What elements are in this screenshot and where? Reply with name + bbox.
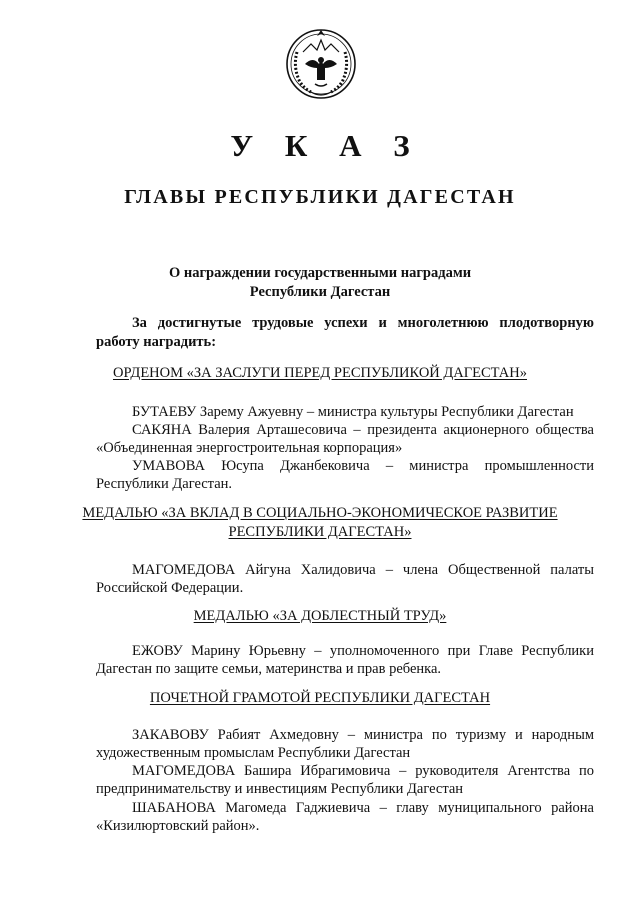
section-title [0,689,640,708]
award-entry: БУТАЕВУ Зарему Ажуевну – министра культуры Республики Дагестан [132,404,574,420]
section-title [0,364,640,383]
award-entry: ЕЖОВУ Марину Юрьевну – уполномоченного при Главе Республики Дагестан по защите семьи, материнства и прав ребенка. [96,643,594,677]
section-title-line: МЕДАЛЬЮ «ЗА ВКЛАД В СОЦИАЛЬНО-ЭКОНОМИЧЕСКОЕ РАЗВИТИЕ [82,505,558,521]
decree-heading [0,264,640,302]
section-title-line: МЕДАЛЬЮ «ЗА ДОБЛЕСТНЫЙ ТРУД» [193,608,447,624]
award-entry: МАГОМЕДОВА Башира Ибрагимовича – руководителя Агентства по предпринимательству и инвестициям Республики Дагестан [96,763,594,797]
section-title-line: ПОЧЕТНОЙ ГРАМОТОЙ РЕСПУБЛИКИ ДАГЕСТАН [149,690,491,706]
heading-line: О награждении государственными наградами [168,265,472,281]
decree-issuer: ГЛАВЫ РЕСПУБЛИКИ ДАГЕСТАН [124,186,516,208]
award-entry: ЗАКАВОВУ Рабият Ахмедовну – министра по туризму и народным художественным промыслам Республики Дагестан [96,727,594,761]
section-title [0,607,640,626]
section-title-line: РЕСПУБЛИКИ ДАГЕСТАН» [228,524,412,540]
section-title-line: ОРДЕНОМ «ЗА ЗАСЛУГИ ПЕРЕД РЕСПУБЛИКОЙ ДАГЕСТАН» [112,365,527,381]
award-entry: САКЯНА Валерия Арташесовича – президента акционерного общества «Объединенная энергостроительная корпорация» [96,422,594,456]
dagestan-coat-of-arms-icon [281,22,361,102]
section-title [0,504,640,542]
award-entry: МАГОМЕДОВА Айгуна Халидовича – члена Общественной палаты Российской Федерации. [96,562,594,596]
award-entry: УМАВОВА Юсупа Джанбековича – министра промышленности Республики Дагестан. [96,458,594,492]
award-entry: ШАБАНОВА Магомеда Гаджиевича – главу муниципального района «Кизилюртовский район». [96,800,594,834]
heading-line: Республики Дагестан [249,284,391,300]
decree-intro: За достигнутые трудовые успехи и многолетнюю плодотворную работу наградить: [96,315,594,350]
decree-title: У К А З [230,128,422,163]
